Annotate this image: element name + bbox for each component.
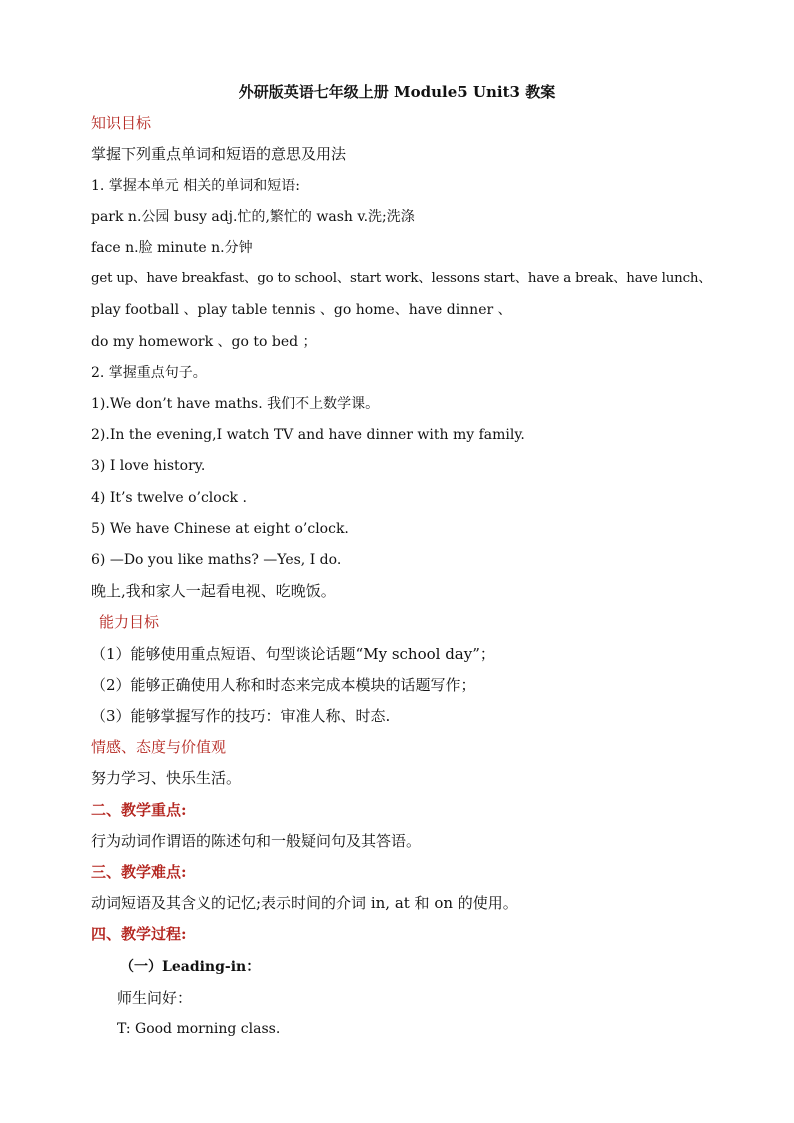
- item1-heading: 1. 掌握本单元 相关的单词和短语:: [91, 178, 300, 194]
- difficult-points-text: 动词短语及其含义的记忆;表示时间的介词 in, at 和 on 的使用。: [91, 894, 518, 912]
- translation-line: 晚上,我和家人一起看电视、吃晚饭。: [91, 582, 336, 600]
- teacher-line: T: Good morning class.: [117, 1021, 281, 1037]
- item2-heading: 2. 掌握重点句子。: [91, 365, 207, 381]
- leadin-heading: （一）Leading-in：: [120, 959, 261, 975]
- phrases-line-1: get up、have breakfast、go to school、start work、lessons start、have a break、have lunch、: [91, 271, 712, 286]
- emotion-text: 努力学习、快乐生活。: [91, 769, 242, 787]
- difficult-points-heading: 三、教学难点:: [91, 863, 187, 881]
- sentence-3: 3) I love history.: [91, 458, 206, 474]
- phrases-line-3: do my homework 、go to bed ；: [91, 334, 317, 350]
- ability-item-1: （1）能够使用重点短语、句型谈论话题“My school day”；: [91, 645, 495, 663]
- sentence-1: 1).We don’t have maths. 我们不上数学课。: [91, 396, 380, 412]
- vocab-line-2: face n.脸 minute n.分钟: [91, 240, 253, 256]
- key-points-text: 行为动词作谓语的陈述句和一般疑问句及其答语。: [91, 832, 422, 850]
- emotion-heading: 情感、态度与价值观: [91, 738, 227, 756]
- ability-item-2: （2）能够正确使用人称和时态来完成本模块的话题写作；: [91, 676, 476, 694]
- sentence-2: 2).In the evening,I watch TV and have dinner with my family.: [91, 427, 525, 443]
- document-title: 外研版英语七年级上册 Module5 Unit3 教案: [238, 83, 556, 101]
- sentence-5: 5) We have Chinese at eight o’clock.: [91, 521, 349, 537]
- key-points-heading: 二、教学重点:: [91, 801, 187, 819]
- sentence-6: 6) —Do you like maths? —Yes, I do.: [91, 552, 342, 568]
- process-heading: 四、教学过程:: [91, 925, 187, 943]
- knowledge-intro: 掌握下列重点单词和短语的意思及用法: [91, 145, 347, 163]
- phrases-line-2: play football 、play table tennis 、go home、have dinner 、: [91, 302, 512, 318]
- ability-item-3: （3）能够掌握写作的技巧：审准人称、时态.: [91, 707, 391, 725]
- ability-heading: 能力目标: [99, 613, 160, 631]
- sentence-4: 4) It’s twelve o’clock .: [91, 490, 247, 506]
- knowledge-heading: 知识目标: [91, 114, 152, 132]
- greeting-label: 师生问好：: [117, 989, 193, 1007]
- vocab-line-1: park n.公园 busy adj.忙的,繁忙的 wash v.洗;洗涤: [91, 209, 415, 225]
